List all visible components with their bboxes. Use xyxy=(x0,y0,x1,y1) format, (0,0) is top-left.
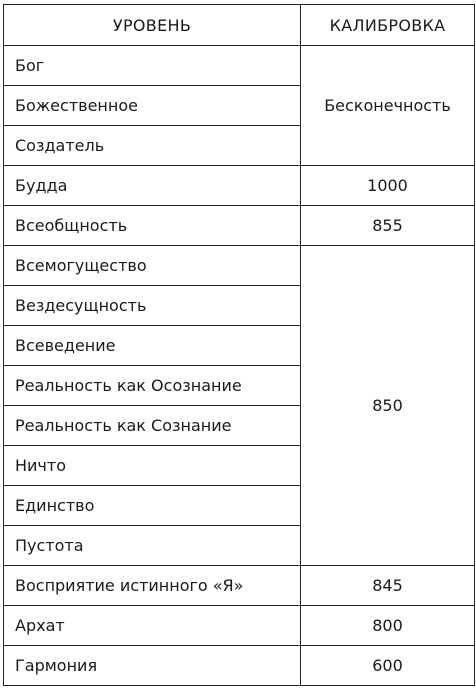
level-cell: Создатель xyxy=(4,126,301,166)
header-row xyxy=(4,5,475,46)
level-cell: Всемогущество xyxy=(4,246,301,286)
level-column-header: УРОВЕНЬ xyxy=(4,5,301,46)
table-row xyxy=(4,606,475,646)
level-cell: Всеобщность xyxy=(4,206,301,246)
calibration-table xyxy=(3,4,475,686)
level-cell: Вездесущность xyxy=(4,286,301,326)
calibration-column-header: КАЛИБРОВКА xyxy=(301,5,475,46)
table-row xyxy=(4,166,475,206)
level-cell: Восприятие истинного «Я» xyxy=(4,566,301,606)
calibration-cell: 1000 xyxy=(301,166,475,206)
table-body xyxy=(4,46,475,686)
level-cell: Единство xyxy=(4,486,301,526)
calibration-cell: 600 xyxy=(301,646,475,686)
calibration-cell: 850 xyxy=(301,246,475,566)
level-cell: Всеведение xyxy=(4,326,301,366)
calibration-cell: 855 xyxy=(301,206,475,246)
table-row xyxy=(4,646,475,686)
level-cell: Будда xyxy=(4,166,301,206)
table-row xyxy=(4,246,475,286)
calibration-cell: 800 xyxy=(301,606,475,646)
level-cell: Реальность как Сознание xyxy=(4,406,301,446)
level-cell: Архат xyxy=(4,606,301,646)
level-cell: Божественное xyxy=(4,86,301,126)
level-cell: Реальность как Осознание xyxy=(4,366,301,406)
table-row xyxy=(4,46,475,86)
level-cell: Гармония xyxy=(4,646,301,686)
level-cell: Пустота xyxy=(4,526,301,566)
level-cell: Ничто xyxy=(4,446,301,486)
calibration-cell: 845 xyxy=(301,566,475,606)
level-cell: Бог xyxy=(4,46,301,86)
table-row xyxy=(4,206,475,246)
calibration-cell: Бесконечность xyxy=(301,46,475,166)
table-row xyxy=(4,566,475,606)
